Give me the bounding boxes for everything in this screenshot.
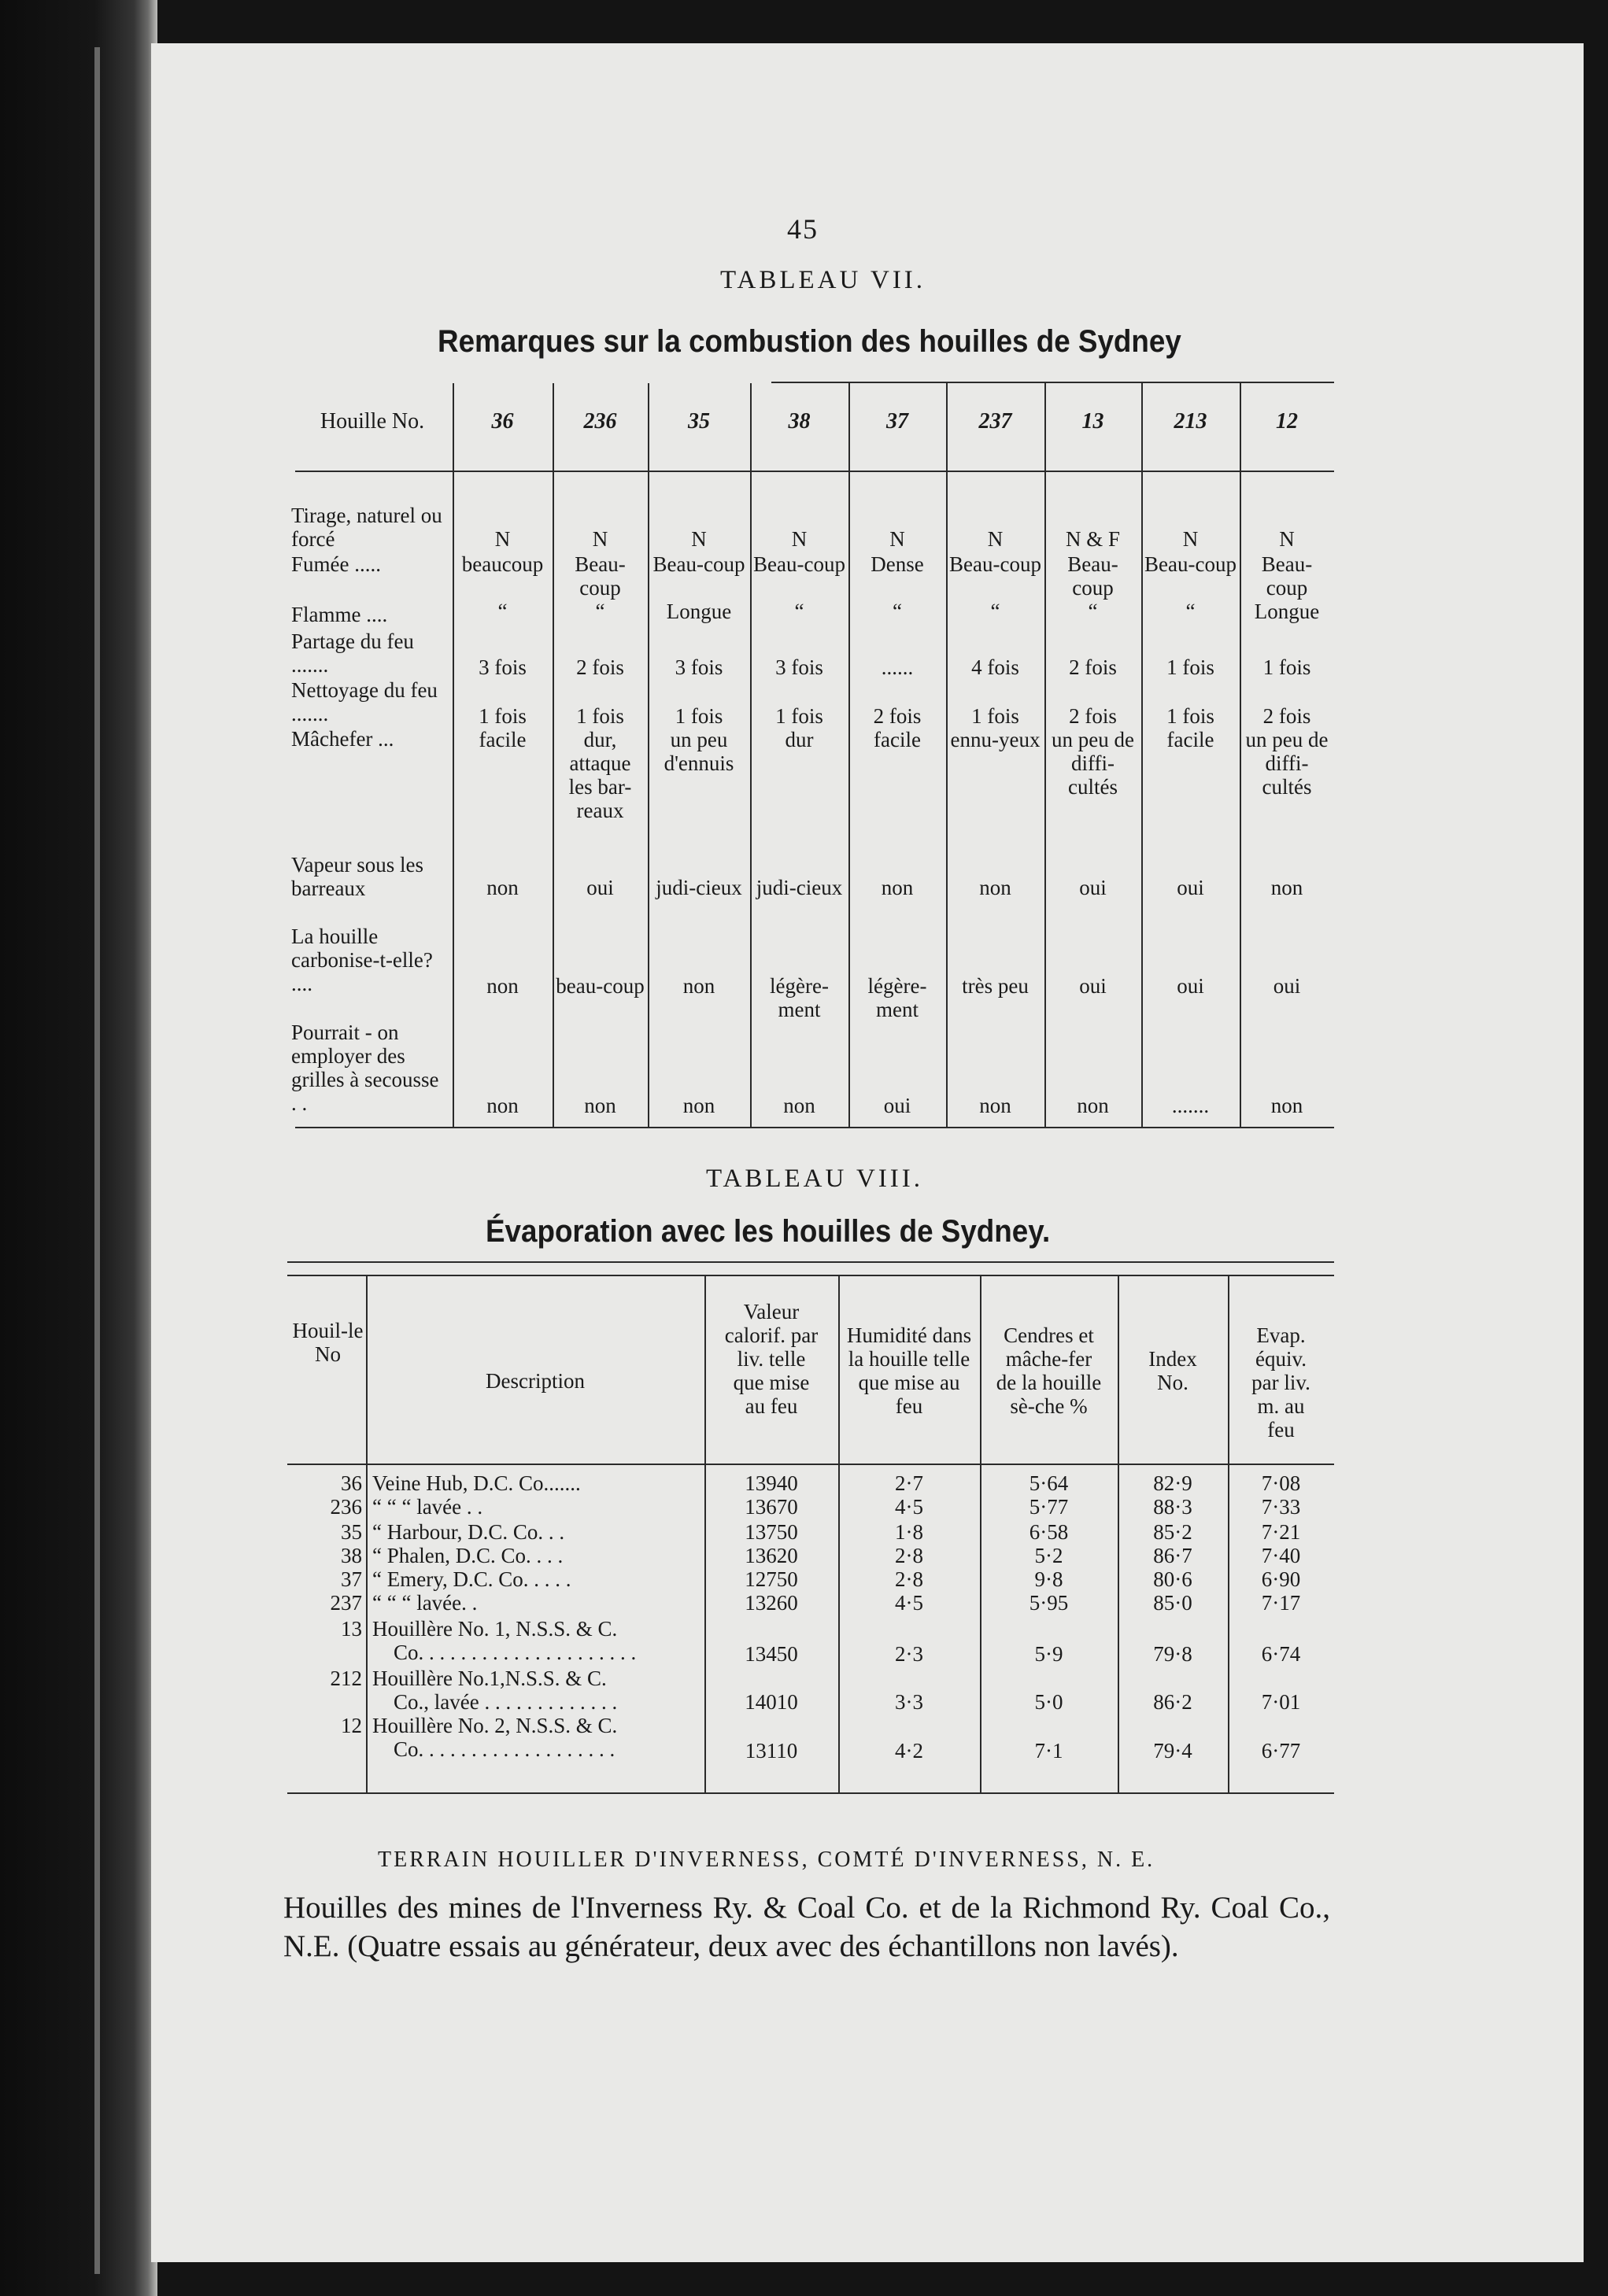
table7-col-header: 13 <box>1081 409 1104 434</box>
table7-cell-carbonise: non <box>682 974 715 998</box>
table7-cell-nettoyage: 1 fois <box>576 704 624 728</box>
table8-cell-valeur: 12750 <box>745 1567 798 1591</box>
table7-cell-carbonise: non <box>486 974 519 998</box>
table7-cell-carbonise: oui <box>1177 974 1204 998</box>
table8-cell-humidite: 3·3 <box>895 1690 923 1714</box>
table7-cell-vapeur: non <box>486 876 519 899</box>
table7-cell-flamme: “ <box>1088 600 1098 623</box>
table7-row-label-grilles: Pourrait - on employer des grilles à secousse . . <box>291 1021 439 1115</box>
table7-cell-carbonise: beau-coup <box>556 974 645 998</box>
table7-col-header: 213 <box>1174 409 1207 434</box>
table7-cell-tirage: N <box>987 527 1004 551</box>
table7-cell-flamme: “ <box>794 600 804 623</box>
table8-row-description: Houillère No. 2, N.S.S. & C. <box>372 1714 618 1737</box>
table8-row-no: 36 <box>341 1471 362 1495</box>
table7-cell-partage: ...... <box>881 655 914 679</box>
table7-col-divider <box>946 383 948 1127</box>
table7-cell-fumee: Beau-coup <box>1261 552 1313 600</box>
table8-header-evap: Evap. équiv. par liv. m. au feu <box>1251 1323 1310 1441</box>
table8-cell-cendres: 5·64 <box>1029 1471 1069 1495</box>
table8-cell-cendres: 5·95 <box>1029 1591 1069 1615</box>
table7-cell-nettoyage: 1 fois <box>775 704 823 728</box>
table7-cell-fumee: Beau-coup <box>1144 552 1236 576</box>
table7-cell-partage: 3 fois <box>479 655 527 679</box>
table7-row-label-machefer: Mâchefer ... <box>291 727 394 751</box>
table7-cell-grilles: ....... <box>1171 1094 1210 1117</box>
table8-row-no: 13 <box>341 1617 362 1641</box>
table8-row-description: Houillère No. 1, N.S.S. & C. <box>372 1617 618 1641</box>
table8-cell-humidite: 4·5 <box>895 1591 923 1615</box>
table8-subtitle: Évaporation avec les houilles de Sydney. <box>486 1214 1051 1249</box>
table8-cell-valeur: 13450 <box>745 1642 798 1666</box>
table7-cell-partage: 1 fois <box>1166 655 1214 679</box>
table7-col-divider <box>1044 383 1046 1127</box>
table7-cell-flamme: “ <box>1185 600 1196 623</box>
table7-cell-carbonise: légère-ment <box>770 974 829 1021</box>
table7-col-header: 36 <box>491 409 514 434</box>
table8-cell-valeur: 13940 <box>745 1471 798 1495</box>
table7-col-divider <box>750 383 752 1127</box>
table7-cell-fumee: Beau-coup <box>652 552 745 576</box>
table7-cell-machefer: dur, attaque les bar-reaux <box>568 728 632 822</box>
table7-col-header: 35 <box>688 409 710 434</box>
table8-col-divider <box>366 1276 368 1792</box>
table7-cell-flamme: “ <box>595 600 605 623</box>
table7-row-label-vapeur: Vapeur sous les barreaux <box>291 853 423 900</box>
table7-cell-vapeur: judi-cieux <box>756 876 843 899</box>
table7-cell-fumee: beaucoup <box>461 552 544 576</box>
table8-row-description: Veine Hub, D.C. Co....... <box>372 1471 581 1495</box>
table8-cell-index: 82·9 <box>1153 1471 1192 1495</box>
table7-header-rule <box>295 471 1334 472</box>
table7-cell-grilles: non <box>1077 1094 1109 1117</box>
table7-cell-carbonise: oui <box>1079 974 1107 998</box>
table7-cell-fumee: Dense <box>871 552 924 576</box>
table7-cell-carbonise: légère-ment <box>867 974 927 1021</box>
table7-cell-vapeur: non <box>881 876 914 899</box>
table8-cell-humidite: 4·2 <box>895 1739 923 1763</box>
table8-title: TABLEAU VIII. <box>706 1165 924 1193</box>
table7-cell-machefer: dur <box>785 728 814 751</box>
table7-col-header: 237 <box>978 409 1012 434</box>
table8-cell-valeur: 13750 <box>745 1520 798 1544</box>
table7-col-divider <box>553 383 554 1127</box>
table8-cell-evap: 7·33 <box>1261 1495 1301 1519</box>
table8-row-description: “ “ “ lavée. . <box>372 1591 478 1615</box>
table8-cell-index: 79·4 <box>1153 1739 1192 1763</box>
table7-cell-tirage: N & F <box>1065 527 1121 551</box>
table8-row-no: 236 <box>330 1495 362 1519</box>
table7-cell-partage: 3 fois <box>775 655 823 679</box>
table7-row-label-fumee: Fumée ..... <box>291 552 381 576</box>
table8-bottom-rule <box>287 1792 1334 1794</box>
table7-cell-machefer: facile <box>479 728 527 751</box>
table8-cell-index: 88·3 <box>1153 1495 1192 1519</box>
table7-cell-carbonise: très peu <box>962 974 1029 998</box>
table7-cell-partage: 1 fois <box>1262 655 1311 679</box>
table8-cell-index: 85·2 <box>1153 1520 1192 1544</box>
table8-cell-valeur: 14010 <box>745 1690 798 1714</box>
table7-col-divider <box>1240 383 1241 1127</box>
table7-row-label-carbonise: La houille carbonise-t-elle? .... <box>291 925 433 995</box>
table7-cell-vapeur: non <box>1270 876 1303 899</box>
table8-header-cendres: Cendres et mâche-fer de la houille sè-che % <box>996 1323 1102 1418</box>
table7-col-header: 236 <box>583 409 617 434</box>
table7-cell-nettoyage: 2 fois <box>1262 704 1311 728</box>
table7-cell-partage: 4 fois <box>971 655 1019 679</box>
table8-cell-cendres: 5·77 <box>1029 1495 1069 1519</box>
table8-row-no: 38 <box>341 1544 362 1567</box>
table8-cell-humidite: 2·8 <box>895 1567 923 1591</box>
table7-cell-partage: 3 fois <box>675 655 723 679</box>
table8-header-no: Houil-le No <box>292 1319 364 1366</box>
table7-cell-vapeur: judi-cieux <box>656 876 742 899</box>
table7-row-label-flamme: Flamme .... <box>291 603 388 626</box>
table8-cell-evap: 7·17 <box>1261 1591 1301 1615</box>
table8-row-description: “ Harbour, D.C. Co. . . <box>372 1520 565 1544</box>
table8-cell-index: 85·0 <box>1153 1591 1192 1615</box>
table8-row-description: Co. . . . . . . . . . . . . . . . . . . <box>394 1737 615 1761</box>
table8-cell-evap: 6·90 <box>1261 1567 1301 1591</box>
table7-cell-machefer: ennu-yeux <box>950 728 1041 751</box>
table8-cell-valeur: 13260 <box>745 1591 798 1615</box>
table7-col-header: 37 <box>886 409 908 434</box>
table7-cell-vapeur: oui <box>586 876 614 899</box>
table7-cell-machefer: facile <box>1166 728 1214 751</box>
table7-cell-tirage: N <box>592 527 608 551</box>
table7-cell-flamme: “ <box>893 600 902 623</box>
table7-cell-grilles: non <box>979 1094 1011 1117</box>
table7-cell-nettoyage: 1 fois <box>971 704 1019 728</box>
table8-cell-humidite: 1·8 <box>895 1520 923 1544</box>
table8-row-no: 212 <box>330 1667 362 1690</box>
table7-cell-partage: 2 fois <box>1069 655 1117 679</box>
table8-cell-index: 79·8 <box>1153 1642 1192 1666</box>
table7-cell-grilles: non <box>486 1094 519 1117</box>
table7-cell-grilles: non <box>783 1094 815 1117</box>
table7-row-label-partage: Partage du feu ....... <box>291 629 414 677</box>
table7-title: TABLEAU VII. <box>720 266 926 294</box>
table7-header-label: Houille No. <box>320 409 425 434</box>
table7-col-divider <box>848 383 850 1127</box>
table8-top-rule <box>287 1261 1334 1263</box>
table7-cell-grilles: oui <box>883 1094 911 1117</box>
table8-cell-valeur: 13620 <box>745 1544 798 1567</box>
table8-cell-cendres: 5·0 <box>1034 1690 1063 1714</box>
table8-cell-cendres: 7·1 <box>1034 1739 1063 1763</box>
table8-cell-evap: 7·01 <box>1261 1690 1301 1714</box>
body-paragraph: Houilles des mines de l'Inverness Ry. & Coal Co. et de la Richmond Ry. Coal Co., N.E. (Quatre essais au générateur, deux avec des échantillons non lavés). <box>283 1891 1330 1963</box>
table8-row-no: 35 <box>341 1520 362 1544</box>
table7-cell-flamme: Longue <box>1254 600 1320 623</box>
table8-cell-evap: 7·40 <box>1261 1544 1301 1567</box>
table7-cell-flamme: Longue <box>666 600 732 623</box>
table8-header-index: Index No. <box>1148 1347 1197 1394</box>
page-number: 45 <box>787 213 819 245</box>
book-spine <box>0 0 157 2296</box>
table8-header-humidite: Humidité dans la houille telle que mise au feu <box>846 1323 972 1418</box>
table8-cell-evap: 7·21 <box>1261 1520 1301 1544</box>
table7-cell-vapeur: non <box>979 876 1011 899</box>
table7-cell-nettoyage: 2 fois <box>1069 704 1117 728</box>
table8-cell-evap: 6·74 <box>1261 1642 1301 1666</box>
table7-cell-grilles: non <box>682 1094 715 1117</box>
table7-cell-grilles: non <box>584 1094 616 1117</box>
table7-cell-carbonise: oui <box>1273 974 1301 998</box>
table7-cell-machefer: un peu de diffi-cultés <box>1245 728 1329 799</box>
table7-cell-partage: 2 fois <box>576 655 624 679</box>
table8-top-rule-2 <box>287 1275 1334 1276</box>
table8-cell-index: 86·7 <box>1153 1544 1192 1567</box>
table8-cell-valeur: 13110 <box>745 1739 798 1763</box>
section-title: TERRAIN HOUILLER D'INVERNESS, COMTÉ D'INVERNESS, N. E. <box>378 1848 1155 1872</box>
table7-cell-grilles: non <box>1270 1094 1303 1117</box>
table8-cell-evap: 7·08 <box>1261 1471 1301 1495</box>
table7-cell-tirage: N <box>494 527 511 551</box>
table7-cell-fumee: Beau-coup <box>949 552 1041 576</box>
table7-cell-machefer: un peu d'ennuis <box>664 728 734 775</box>
table8-cell-humidite: 2·7 <box>895 1471 923 1495</box>
table8-cell-cendres: 9·8 <box>1034 1567 1063 1591</box>
table8-row-no: 37 <box>341 1567 362 1591</box>
table8-row-description: “ “ “ lavée . . <box>372 1495 483 1519</box>
table7-cell-tirage: N <box>691 527 707 551</box>
spine-edge <box>94 47 100 2274</box>
table8-row-no: 12 <box>341 1714 362 1737</box>
table7-bottom-rule <box>295 1127 1334 1128</box>
table7-cell-nettoyage: 1 fois <box>479 704 527 728</box>
table7-cell-nettoyage: 1 fois <box>675 704 723 728</box>
table7-cell-vapeur: oui <box>1079 876 1107 899</box>
table7-col-divider <box>648 383 649 1127</box>
table7-cell-nettoyage: 1 fois <box>1166 704 1214 728</box>
table7-cell-tirage: N <box>1279 527 1295 551</box>
table8-cell-index: 80·6 <box>1153 1567 1192 1591</box>
table7-col-divider <box>1141 383 1143 1127</box>
table8-cell-cendres: 6·58 <box>1029 1520 1069 1544</box>
table8-cell-humidite: 2·8 <box>895 1544 923 1567</box>
table8-cell-humidite: 4·5 <box>895 1495 923 1519</box>
table8-header-valeur: Valeur calorif. par liv. telle que mise au feu <box>724 1300 819 1418</box>
table8-cell-cendres: 5·2 <box>1034 1544 1063 1567</box>
table8-row-description: “ Emery, D.C. Co. . . . . <box>372 1567 571 1591</box>
table7-subtitle: Remarques sur la combustion des houilles de Sydney <box>438 324 1181 359</box>
table7-row-label-tirage: Tirage, naturel ou forcé <box>291 504 442 551</box>
table7-cell-tirage: N <box>1182 527 1199 551</box>
table8-cell-cendres: 5·9 <box>1034 1642 1063 1666</box>
table7-col-divider <box>453 383 454 1127</box>
table7-row-label-nettoyage: Nettoyage du feu ....... <box>291 678 438 725</box>
table7-cell-tirage: N <box>889 527 905 551</box>
table8-cell-valeur: 13670 <box>745 1495 798 1519</box>
table7-cell-fumee: Beau-coup <box>1067 552 1118 600</box>
table8-row-description: “ Phalen, D.C. Co. . . . <box>372 1544 564 1567</box>
table7-cell-fumee: Beau-coup <box>753 552 845 576</box>
table7-col-header: 12 <box>1276 409 1298 434</box>
table8-row-description: Co. . . . . . . . . . . . . . . . . . . . . <box>394 1641 637 1664</box>
table7-cell-fumee: Beau-coup <box>575 552 626 600</box>
table7-cell-flamme: “ <box>497 600 508 623</box>
table7-top-rule <box>771 382 1334 383</box>
table8-cell-evap: 6·77 <box>1261 1739 1301 1763</box>
table8-cell-humidite: 2·3 <box>895 1642 923 1666</box>
table7-col-header: 38 <box>788 409 811 434</box>
table7-cell-tirage: N <box>791 527 808 551</box>
table7-cell-nettoyage: 2 fois <box>873 704 922 728</box>
table7-cell-flamme: “ <box>990 600 1000 623</box>
table8-cell-index: 86·2 <box>1153 1690 1192 1714</box>
table7-cell-machefer: un peu de diffi-cultés <box>1052 728 1134 799</box>
table8-row-description: Houillère No.1,N.S.S. & C. <box>372 1667 607 1690</box>
table7-cell-machefer: facile <box>874 728 921 751</box>
table8-row-description: Co., lavée . . . . . . . . . . . . . <box>394 1690 618 1714</box>
table7-cell-vapeur: oui <box>1177 876 1204 899</box>
table8-row-no: 237 <box>330 1591 362 1615</box>
table8-header-rule <box>287 1464 1334 1465</box>
table8-header-description: Description <box>486 1369 585 1393</box>
